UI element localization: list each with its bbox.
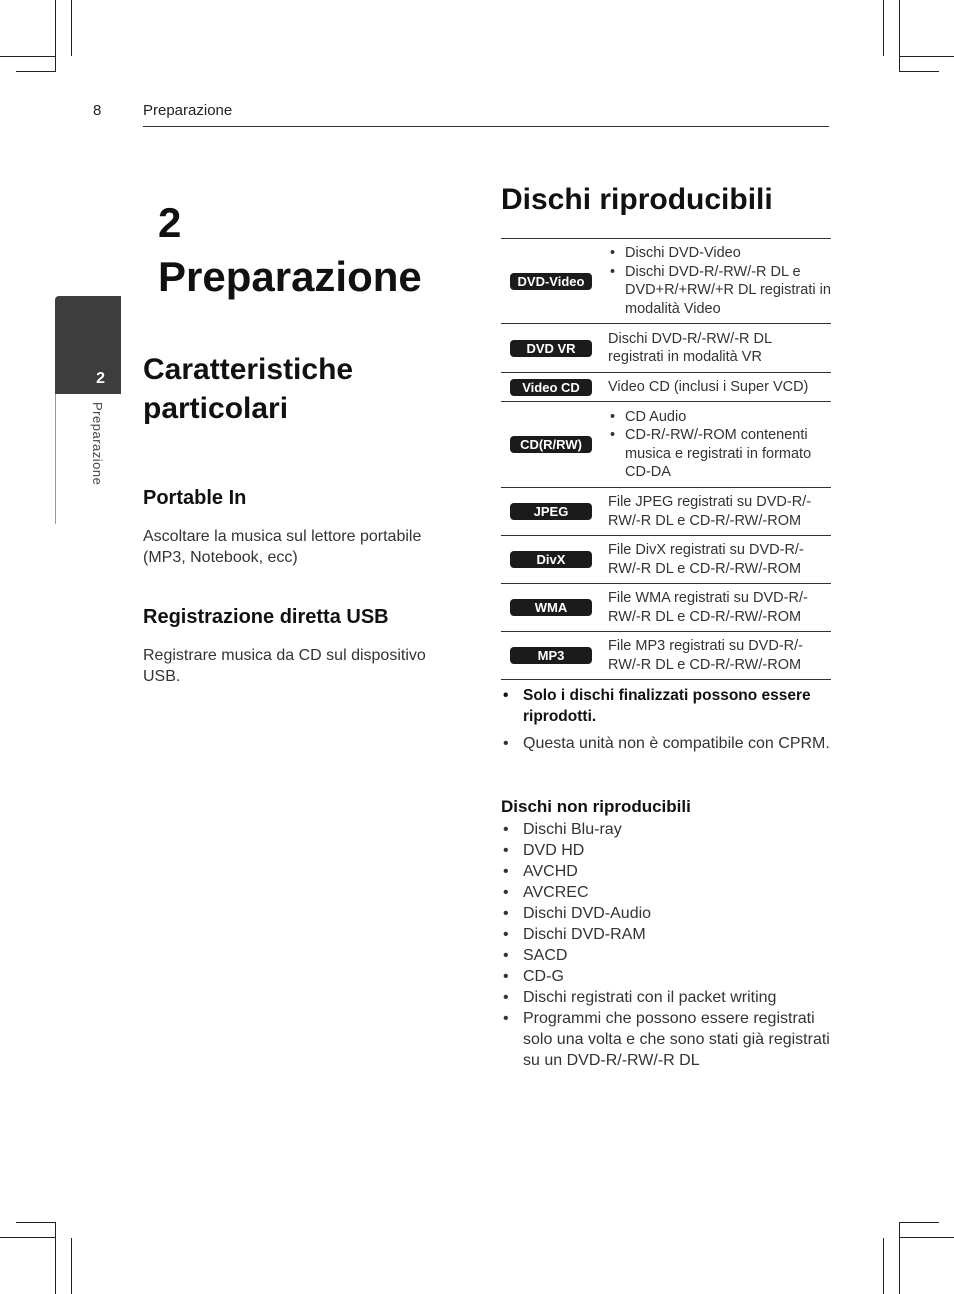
row-description: File MP3 registrati su DVD-R/-RW/-R DL e CD-R/-RW/-ROM bbox=[608, 638, 803, 673]
chapter-number: 2 bbox=[158, 199, 182, 246]
table-row bbox=[501, 324, 831, 373]
non-playable-heading: Dischi non riproducibili bbox=[501, 797, 691, 816]
running-header: Preparazione bbox=[143, 102, 233, 119]
features-heading: Caratteristiche particolari bbox=[143, 353, 354, 425]
list-item: • Dischi registrati con il packet writing bbox=[501, 987, 831, 1008]
crop-mark bbox=[899, 1222, 939, 1223]
row-bullet-list bbox=[608, 244, 831, 318]
crop-mark bbox=[883, 0, 884, 56]
crop-mark bbox=[0, 56, 55, 57]
portable-in-heading: Portable In bbox=[143, 487, 247, 509]
crop-mark bbox=[71, 0, 72, 56]
crop-mark bbox=[0, 1237, 55, 1238]
wma-badge: WMA bbox=[510, 599, 592, 616]
row-bullet-list bbox=[608, 408, 831, 482]
dvd-vr-badge: DVD VR bbox=[510, 340, 592, 357]
usb-recording-text: Registrare musica da CD sul dispositivo USB. bbox=[143, 647, 426, 685]
cd-rrw-badge: CD(R/RW) bbox=[510, 436, 592, 453]
list-item: • AVCHD bbox=[501, 861, 831, 882]
chapter-title: Preparazione bbox=[158, 253, 422, 300]
finalized-note: • Solo i dischi finalizzati possono essere riprodotti. bbox=[501, 685, 831, 727]
jpeg-badge: JPEG bbox=[510, 503, 592, 520]
table-row bbox=[501, 536, 831, 584]
table-row bbox=[501, 239, 831, 324]
crop-mark bbox=[16, 71, 56, 72]
list-item: • SACD bbox=[501, 945, 831, 966]
list-item: • Dischi DVD-R/-RW/-R DL e DVD+R/+RW/+R DL registrati in modalità Video bbox=[608, 263, 831, 319]
crop-mark bbox=[899, 1237, 954, 1238]
crop-mark bbox=[899, 1222, 900, 1294]
table-row bbox=[501, 632, 831, 680]
list-item: • Dischi Blu-ray bbox=[501, 819, 831, 840]
side-tab-number: 2 bbox=[96, 370, 105, 387]
divx-badge: DivX bbox=[510, 551, 592, 568]
list-item: • Dischi DVD-Video bbox=[608, 244, 831, 263]
side-tab-divider bbox=[55, 394, 56, 524]
list-item: • CD-G bbox=[501, 966, 831, 987]
list-item: • Programmi che possono essere registrati solo una volta e che sono stati già registrati su un DVD-R/-RW/-R DL bbox=[501, 1008, 831, 1071]
table-row bbox=[501, 373, 831, 402]
crop-mark bbox=[55, 1222, 56, 1294]
playable-discs-heading: Dischi riproducibili bbox=[501, 183, 773, 216]
list-item: • AVCREC bbox=[501, 882, 831, 903]
page-number: 8 bbox=[93, 102, 102, 119]
header-rule bbox=[143, 126, 829, 127]
video-cd-badge: Video CD bbox=[510, 379, 592, 396]
crop-mark bbox=[899, 71, 939, 72]
cprm-note: • Questa unità non è compatibile con CPRM. bbox=[501, 733, 831, 754]
crop-mark bbox=[71, 1238, 72, 1294]
table-row bbox=[501, 584, 831, 632]
crop-mark bbox=[899, 0, 900, 72]
crop-mark bbox=[883, 1238, 884, 1294]
row-description: Video CD (inclusi i Super VCD) bbox=[608, 378, 809, 395]
row-description: File JPEG registrati su DVD-R/-RW/-R DL e CD-R/-RW/-ROM bbox=[608, 494, 812, 529]
list-item: • CD Audio bbox=[608, 408, 831, 427]
row-description: File WMA registrati su DVD-R/-RW/-R DL e CD-R/-RW/-ROM bbox=[608, 590, 808, 625]
non-playable-list bbox=[501, 819, 831, 1071]
table-row bbox=[501, 488, 831, 536]
usb-recording-heading: Registrazione diretta USB bbox=[143, 606, 389, 628]
portable-in-text: Ascoltare la musica sul lettore portabile (MP3, Notebook, ecc) bbox=[143, 528, 422, 566]
row-description: File DivX registrati su DVD-R/-RW/-R DL e CD-R/-RW/-ROM bbox=[608, 542, 804, 577]
side-tab-label: Preparazione bbox=[90, 402, 105, 486]
crop-mark bbox=[16, 1222, 56, 1223]
list-item: • CD-R/-RW/-ROM contenenti musica e registrati in formato CD-DA bbox=[608, 426, 831, 482]
mp3-badge: MP3 bbox=[510, 647, 592, 664]
dvd-video-badge: DVD-Video bbox=[510, 273, 592, 290]
list-item: • Dischi DVD-RAM bbox=[501, 924, 831, 945]
row-description: Dischi DVD-R/-RW/-R DL registrati in modalità VR bbox=[608, 330, 772, 365]
crop-mark bbox=[899, 56, 954, 57]
list-item: • Dischi DVD-Audio bbox=[501, 903, 831, 924]
table-row bbox=[501, 402, 831, 488]
playable-discs-table bbox=[501, 238, 831, 680]
chapter-side-tab bbox=[55, 296, 121, 394]
crop-mark bbox=[55, 0, 56, 72]
list-item: • DVD HD bbox=[501, 840, 831, 861]
